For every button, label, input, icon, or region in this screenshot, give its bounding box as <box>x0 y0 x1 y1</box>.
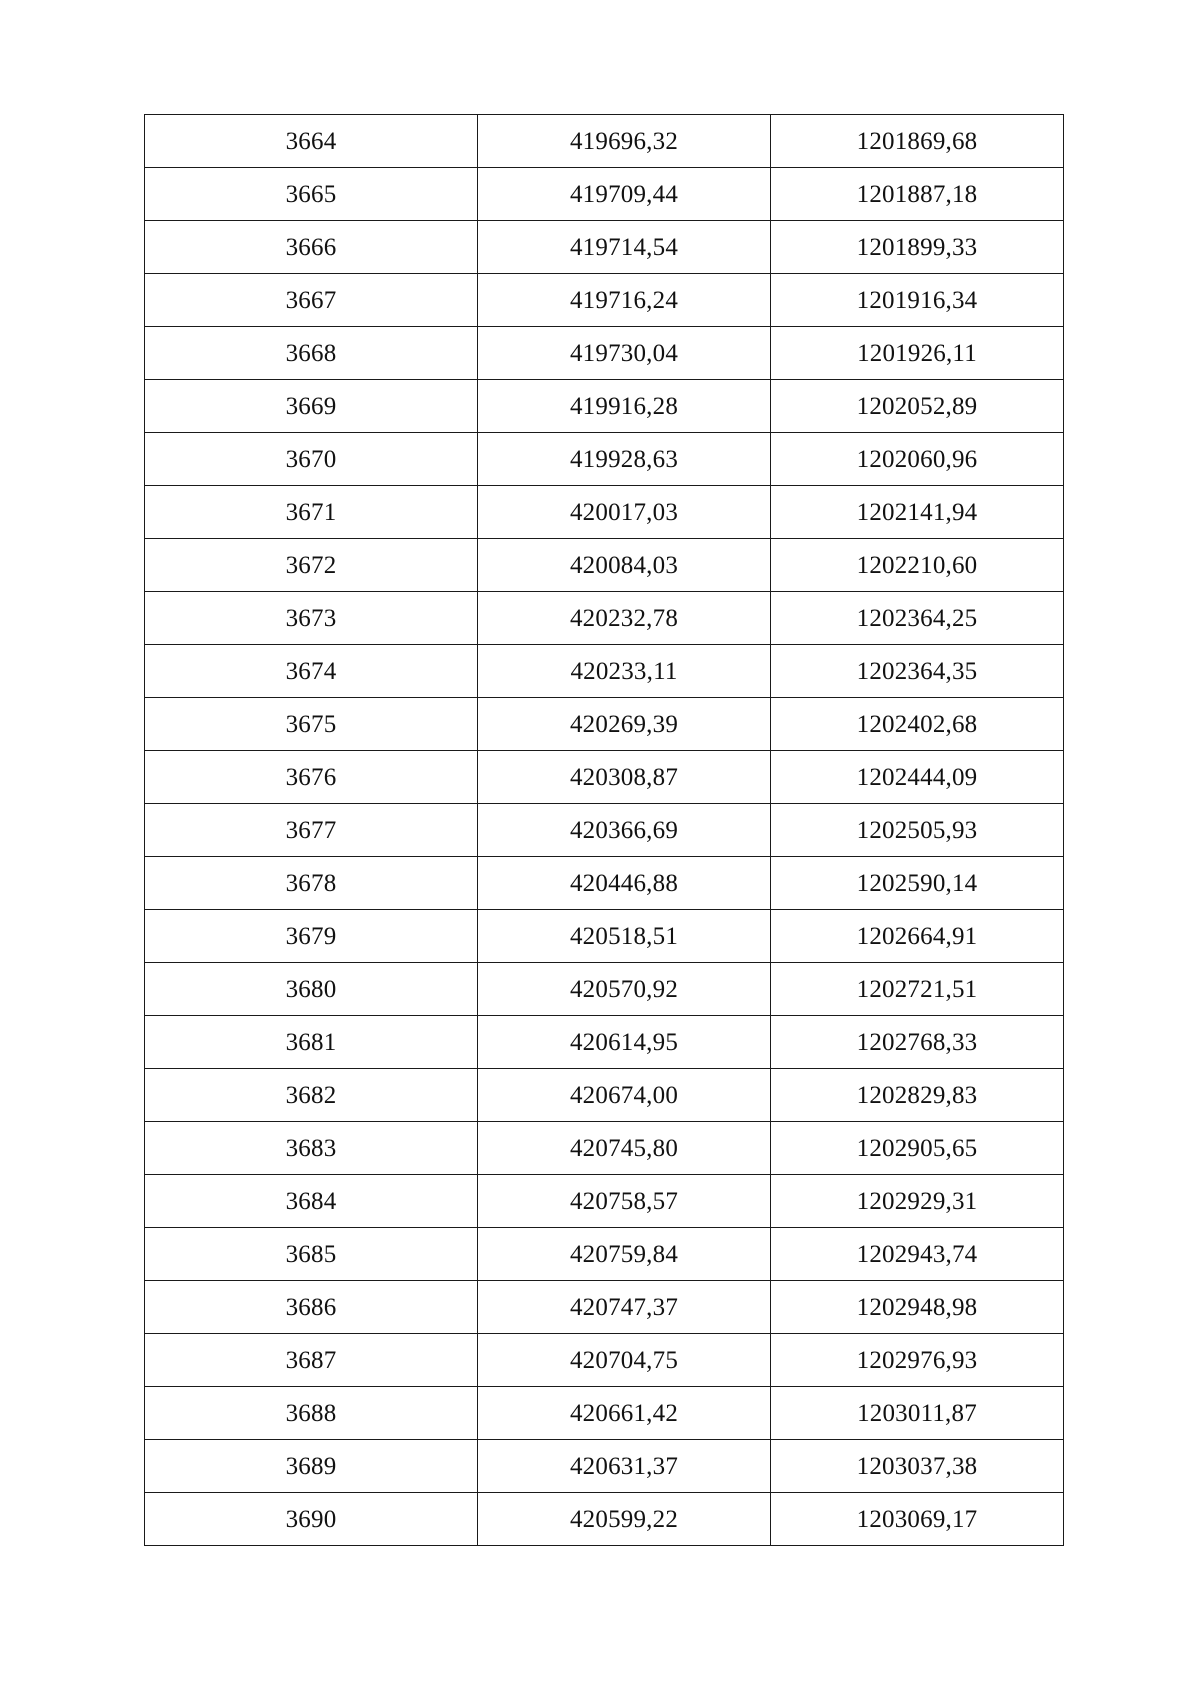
table-row <box>145 804 1064 857</box>
point-number-cell: 3683 <box>145 1122 478 1175</box>
x-coordinate-cell: 419696,32 <box>478 115 771 168</box>
point-number-cell: 3676 <box>145 751 478 804</box>
table-row <box>145 221 1064 274</box>
y-coordinate-cell: 1202721,51 <box>771 963 1064 1016</box>
table-row <box>145 963 1064 1016</box>
x-coordinate-cell: 419730,04 <box>478 327 771 380</box>
y-coordinate-cell: 1201887,18 <box>771 168 1064 221</box>
table-row <box>145 274 1064 327</box>
y-coordinate-cell: 1203011,87 <box>771 1387 1064 1440</box>
table-row <box>145 592 1064 645</box>
point-number-cell: 3690 <box>145 1493 478 1546</box>
x-coordinate-cell: 420366,69 <box>478 804 771 857</box>
y-coordinate-cell: 1201869,68 <box>771 115 1064 168</box>
y-coordinate-cell: 1201899,33 <box>771 221 1064 274</box>
x-coordinate-cell: 420614,95 <box>478 1016 771 1069</box>
table-row <box>145 539 1064 592</box>
point-number-cell: 3670 <box>145 433 478 486</box>
x-coordinate-cell: 420269,39 <box>478 698 771 751</box>
table-row <box>145 1334 1064 1387</box>
y-coordinate-cell: 1202364,25 <box>771 592 1064 645</box>
y-coordinate-cell: 1202141,94 <box>771 486 1064 539</box>
x-coordinate-cell: 420232,78 <box>478 592 771 645</box>
y-coordinate-cell: 1202505,93 <box>771 804 1064 857</box>
table-row <box>145 1175 1064 1228</box>
point-number-cell: 3687 <box>145 1334 478 1387</box>
point-number-cell: 3672 <box>145 539 478 592</box>
table-row <box>145 857 1064 910</box>
coordinates-table <box>144 114 1064 1546</box>
y-coordinate-cell: 1202052,89 <box>771 380 1064 433</box>
point-number-cell: 3689 <box>145 1440 478 1493</box>
x-coordinate-cell: 420674,00 <box>478 1069 771 1122</box>
point-number-cell: 3667 <box>145 274 478 327</box>
x-coordinate-cell: 420758,57 <box>478 1175 771 1228</box>
y-coordinate-cell: 1202948,98 <box>771 1281 1064 1334</box>
point-number-cell: 3675 <box>145 698 478 751</box>
table-row <box>145 433 1064 486</box>
x-coordinate-cell: 420745,80 <box>478 1122 771 1175</box>
point-number-cell: 3664 <box>145 115 478 168</box>
table-row <box>145 1016 1064 1069</box>
table-row <box>145 1387 1064 1440</box>
point-number-cell: 3674 <box>145 645 478 698</box>
y-coordinate-cell: 1202929,31 <box>771 1175 1064 1228</box>
point-number-cell: 3666 <box>145 221 478 274</box>
table-row <box>145 115 1064 168</box>
y-coordinate-cell: 1202364,35 <box>771 645 1064 698</box>
x-coordinate-cell: 420233,11 <box>478 645 771 698</box>
y-coordinate-cell: 1201926,11 <box>771 327 1064 380</box>
point-number-cell: 3671 <box>145 486 478 539</box>
table-row <box>145 1122 1064 1175</box>
point-number-cell: 3684 <box>145 1175 478 1228</box>
x-coordinate-cell: 420084,03 <box>478 539 771 592</box>
x-coordinate-cell: 420570,92 <box>478 963 771 1016</box>
point-number-cell: 3668 <box>145 327 478 380</box>
table-row <box>145 910 1064 963</box>
x-coordinate-cell: 420518,51 <box>478 910 771 963</box>
x-coordinate-cell: 420631,37 <box>478 1440 771 1493</box>
table-row <box>145 1440 1064 1493</box>
table-row <box>145 698 1064 751</box>
y-coordinate-cell: 1203069,17 <box>771 1493 1064 1546</box>
table-row <box>145 380 1064 433</box>
table-row <box>145 751 1064 804</box>
point-number-cell: 3673 <box>145 592 478 645</box>
point-number-cell: 3685 <box>145 1228 478 1281</box>
y-coordinate-cell: 1202664,91 <box>771 910 1064 963</box>
point-number-cell: 3669 <box>145 380 478 433</box>
x-coordinate-cell: 419709,44 <box>478 168 771 221</box>
y-coordinate-cell: 1201916,34 <box>771 274 1064 327</box>
table-row <box>145 168 1064 221</box>
point-number-cell: 3680 <box>145 963 478 1016</box>
table-row <box>145 1493 1064 1546</box>
x-coordinate-cell: 419716,24 <box>478 274 771 327</box>
point-number-cell: 3677 <box>145 804 478 857</box>
table-row <box>145 1069 1064 1122</box>
x-coordinate-cell: 420661,42 <box>478 1387 771 1440</box>
x-coordinate-cell: 419928,63 <box>478 433 771 486</box>
x-coordinate-cell: 419916,28 <box>478 380 771 433</box>
table-row <box>145 327 1064 380</box>
point-number-cell: 3686 <box>145 1281 478 1334</box>
x-coordinate-cell: 420308,87 <box>478 751 771 804</box>
x-coordinate-cell: 420759,84 <box>478 1228 771 1281</box>
y-coordinate-cell: 1202768,33 <box>771 1016 1064 1069</box>
coordinates-table-body <box>145 115 1064 1546</box>
x-coordinate-cell: 420446,88 <box>478 857 771 910</box>
x-coordinate-cell: 419714,54 <box>478 221 771 274</box>
table-row <box>145 486 1064 539</box>
y-coordinate-cell: 1202829,83 <box>771 1069 1064 1122</box>
table-row <box>145 1281 1064 1334</box>
x-coordinate-cell: 420599,22 <box>478 1493 771 1546</box>
y-coordinate-cell: 1202402,68 <box>771 698 1064 751</box>
y-coordinate-cell: 1203037,38 <box>771 1440 1064 1493</box>
y-coordinate-cell: 1202444,09 <box>771 751 1064 804</box>
y-coordinate-cell: 1202060,96 <box>771 433 1064 486</box>
point-number-cell: 3679 <box>145 910 478 963</box>
y-coordinate-cell: 1202590,14 <box>771 857 1064 910</box>
x-coordinate-cell: 420017,03 <box>478 486 771 539</box>
x-coordinate-cell: 420747,37 <box>478 1281 771 1334</box>
point-number-cell: 3682 <box>145 1069 478 1122</box>
table-row <box>145 1228 1064 1281</box>
x-coordinate-cell: 420704,75 <box>478 1334 771 1387</box>
point-number-cell: 3688 <box>145 1387 478 1440</box>
y-coordinate-cell: 1202943,74 <box>771 1228 1064 1281</box>
point-number-cell: 3678 <box>145 857 478 910</box>
y-coordinate-cell: 1202905,65 <box>771 1122 1064 1175</box>
y-coordinate-cell: 1202210,60 <box>771 539 1064 592</box>
point-number-cell: 3681 <box>145 1016 478 1069</box>
point-number-cell: 3665 <box>145 168 478 221</box>
table-row <box>145 645 1064 698</box>
y-coordinate-cell: 1202976,93 <box>771 1334 1064 1387</box>
